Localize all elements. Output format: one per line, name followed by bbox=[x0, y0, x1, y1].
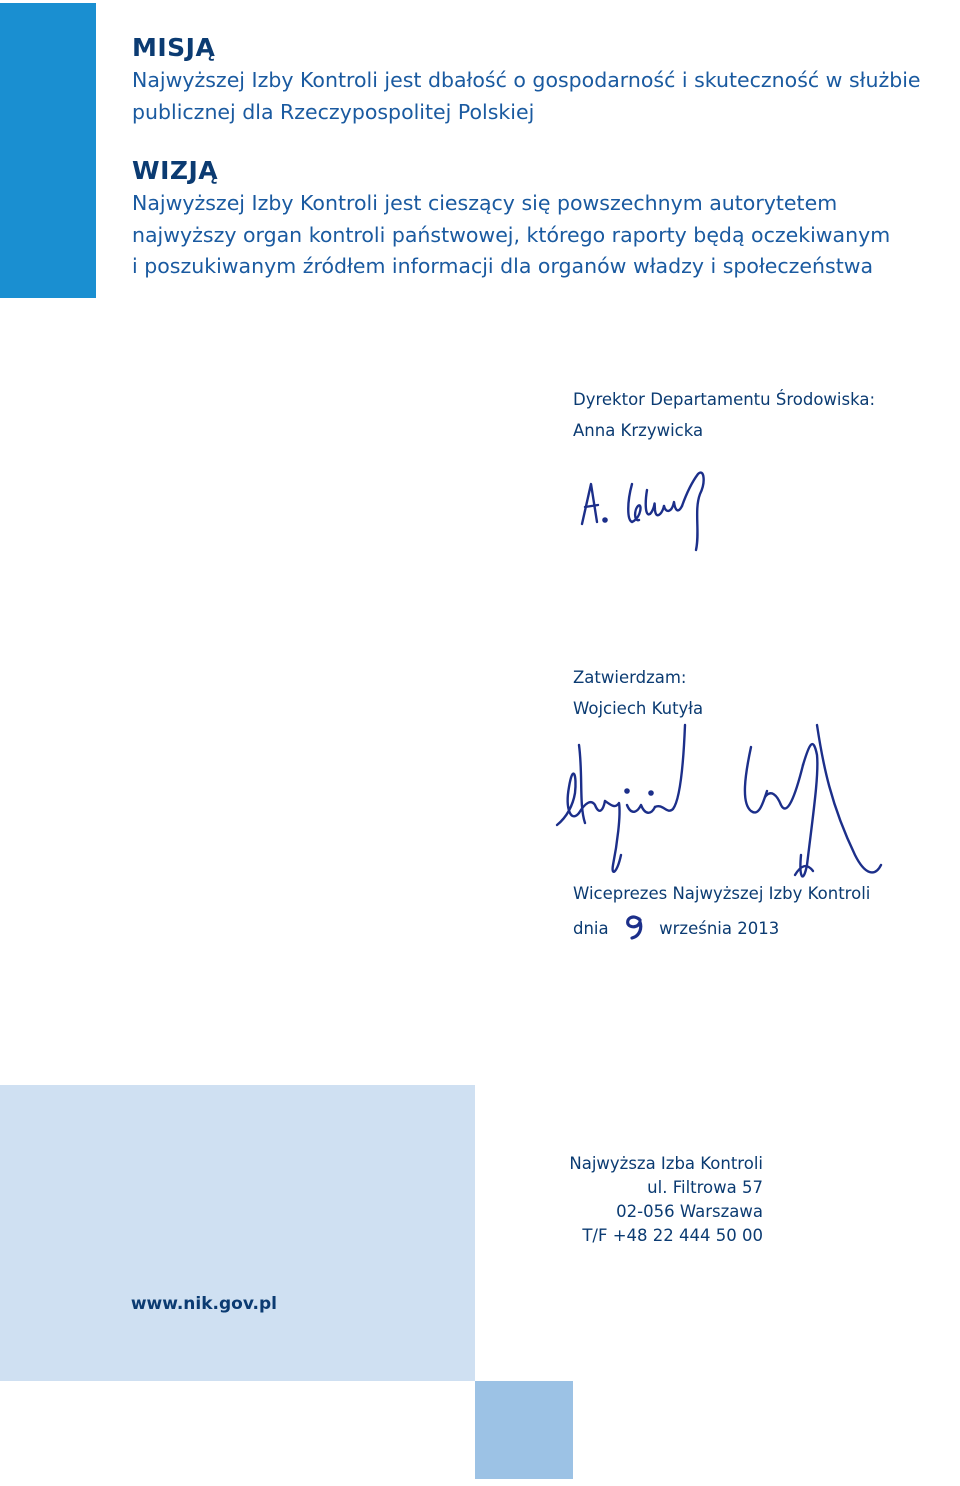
director-title: Dyrektor Departamentu Środowiska: bbox=[573, 390, 876, 409]
footer-accent-square bbox=[475, 1381, 573, 1479]
approver-name: Wojciech Kutyła bbox=[573, 698, 704, 718]
director-name: Anna Krzywicka bbox=[573, 420, 704, 440]
street: ul. Filtrowa 57 bbox=[647, 1178, 763, 1197]
date-day-handwritten bbox=[614, 912, 654, 942]
date-suffix: września 2013 bbox=[659, 919, 780, 938]
date-prefix: dnia bbox=[573, 919, 609, 938]
phone: T/F +48 22 444 50 00 bbox=[582, 1226, 763, 1245]
director-block bbox=[573, 385, 875, 446]
approval-label: Zatwierdzam: bbox=[573, 668, 687, 687]
date-line bbox=[573, 912, 779, 942]
vision-heading: WIZJĄ bbox=[132, 156, 219, 185]
approver-role: Wiceprezes Najwyższej Izby Kontroli bbox=[573, 884, 871, 903]
address-block bbox=[569, 1152, 763, 1248]
director-signature bbox=[572, 462, 742, 557]
approver-signature bbox=[555, 705, 885, 890]
mission-text: Najwyższej Izby Kontroli jest dbałość o gospodarność i skuteczność w służbie publicznej dla Rzeczypospolitej Polskiej bbox=[132, 68, 921, 124]
vision-text: Najwyższej Izby Kontroli jest cieszący się powszechnym autorytetem najwyższy organ kontroli państwowej, którego raporty będą oczekiwanym i poszukiwanym źródłem informacji dla organów władzy i społeczeństwa bbox=[132, 191, 891, 278]
website-link[interactable]: www.nik.gov.pl bbox=[130, 1294, 277, 1314]
accent-bar bbox=[0, 3, 96, 298]
mission-heading: MISJĄ bbox=[132, 33, 216, 62]
footer-panel bbox=[0, 1085, 475, 1381]
org-name: Najwyższa Izba Kontroli bbox=[569, 1154, 763, 1173]
city: 02-056 Warszawa bbox=[616, 1202, 763, 1221]
